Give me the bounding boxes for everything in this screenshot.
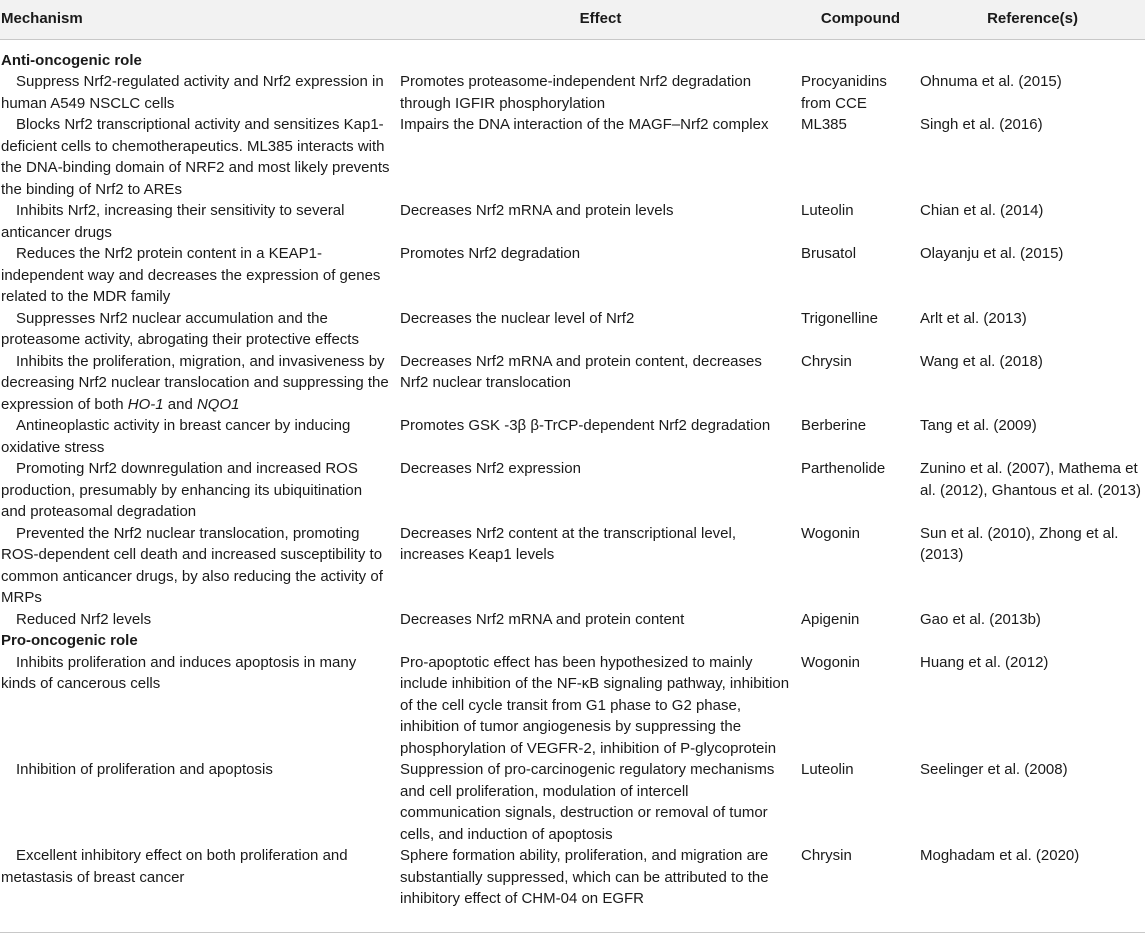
compound-cell: Berberine (801, 417, 867, 434)
compound-cell: ML385 (801, 116, 847, 133)
compound-cell: Brusatol (801, 245, 857, 262)
compound-cell: Luteolin (801, 202, 854, 219)
compound-cell: Trigonelline (801, 309, 878, 327)
effect-cell: Decreases the nuclear level of Nrf2 (400, 309, 635, 327)
effect-cell: Decreases Nrf2 mRNA and protein levels (400, 202, 674, 219)
table-row (0, 845, 1145, 915)
mechanism-cell: Reduces the Nrf2 protein content in a KEAP1-independent way and decreases the expression of genes related to the MDR family (1, 245, 381, 305)
reference-cell: Tang et al. (2009) (920, 417, 1037, 434)
mechanism-cell: Inhibits Nrf2, increasing their sensitivity to several anticancer drugs (1, 202, 345, 241)
reference-cell: Singh et al. (2016) (920, 116, 1043, 133)
mechanism-cell: Prevented the Nrf2 nuclear translocation, promoting ROS-dependent cell death and increased susceptibility to common anticancer drugs, by also reducing the activity of MRPs (1, 524, 383, 606)
reference-cell: Olayanju et al. (2015) (920, 245, 1064, 262)
section-title: Anti-oncogenic role (1, 51, 142, 69)
header-compound: Compound (801, 0, 920, 39)
compound-cell: Wogonin (801, 524, 860, 542)
effect-cell: Decreases Nrf2 expression (400, 460, 581, 477)
mechanism-cell: Inhibition of proliferation and apoptosis (16, 761, 273, 778)
compound-cell: Chrysin (801, 847, 852, 864)
mechanism-cell: Antineoplastic activity in breast cancer by inducing oxidative stress (1, 417, 351, 456)
table-row (0, 200, 1145, 243)
gene-name-nqo1: NQO1 (196, 395, 240, 413)
reference-cell: Wang et al. (2018) (920, 352, 1043, 370)
table-row (0, 71, 1145, 114)
reference-cell: Zunino et al. (2007), Mathema et al. (2012), Ghantous et al. (2013) (920, 460, 1141, 499)
effect-cell: Impairs the DNA interaction of the MAGF–Nrf2 complex (400, 116, 769, 133)
mechanism-cell: Inhibits proliferation and induces apoptosis in many kinds of cancerous cells (1, 653, 357, 692)
table-row (0, 609, 1145, 631)
effect-cell: Promotes proteasome-independent Nrf2 degradation through IGFIR phosphorylation (400, 73, 752, 112)
header-effect: Effect (400, 0, 801, 39)
section-title: Pro-oncogenic role (1, 632, 138, 649)
header-row (0, 0, 1145, 39)
table-row (0, 243, 1145, 308)
reference-cell: Huang et al. (2012) (920, 653, 1049, 671)
compound-cell: Apigenin (801, 610, 860, 628)
compound-cell: Wogonin (801, 653, 860, 671)
effect-cell: Promotes Nrf2 degradation (400, 245, 581, 262)
reference-cell: Chian et al. (2014) (920, 202, 1044, 219)
effect-cell: Decreases Nrf2 mRNA and protein content, decreases Nrf2 nuclear translocation (400, 352, 762, 391)
reference-cell: Gao et al. (2013b) (920, 610, 1041, 628)
mechanism-cell: Suppress Nrf2-regulated activity and Nrf2 expression in human A549 NSCLC cells (1, 73, 384, 112)
reference-cell: Seelinger et al. (2008) (920, 761, 1068, 778)
mechanism-cell (0, 351, 400, 416)
table-row (0, 351, 1145, 416)
mechanism-cell: Blocks Nrf2 transcriptional activity and sensitizes Kap1-deficient cells to chemotherapeutics. ML385 interacts with the DNA-binding domain of NRF2 and most likely prevents the binding of Nrf2 to AREs (1, 116, 390, 198)
table-row (0, 114, 1145, 200)
compound-cell: Chrysin (801, 352, 852, 370)
table-row (0, 523, 1145, 609)
effect-cell: Pro-apoptotic effect has been hypothesized to mainly include inhibition of the NF-κB signaling pathway, inhibition of the cell cycle transit from G1 phase to G2 phase, inhibition of tumor angiogenesis by suppressing the phosphorylation of VEGFR-2, inhibition of P-glycoprotein (400, 653, 790, 757)
mechanism-cell: Reduced Nrf2 levels (16, 610, 152, 628)
effect-cell: Suppression of pro-carcinogenic regulatory mechanisms and cell proliferation, modulation of intercell communication signals, destruction or removal of tumor cells, and induction of apoptosis (400, 761, 775, 843)
mechanism-text: Inhibits the proliferation, migration, and invasiveness by decreasing Nrf2 nuclear translocation and suppressing the expression of both (1, 352, 389, 413)
reference-cell: Ohnuma et al. (2015) (920, 73, 1062, 90)
compound-cell: Luteolin (801, 761, 854, 778)
reference-cell: Arlt et al. (2013) (920, 309, 1027, 327)
header-references: Reference(s) (920, 0, 1145, 39)
table-row (0, 308, 1145, 351)
section-row-anti-oncogenic (0, 39, 1145, 71)
table-row (0, 759, 1145, 845)
section-row-pro-oncogenic (0, 630, 1145, 652)
mechanism-join: and (163, 395, 197, 413)
effect-cell: Decreases Nrf2 content at the transcriptional level, increases Keap1 levels (400, 524, 736, 563)
effect-cell: Decreases Nrf2 mRNA and protein content (400, 610, 685, 628)
table-row (0, 652, 1145, 760)
table-row (0, 415, 1145, 458)
effect-cell: Promotes GSK -3β β-TrCP-dependent Nrf2 degradation (400, 417, 771, 434)
reference-cell: Moghadam et al. (2020) (920, 847, 1080, 864)
compound-cell: Procyanidins from CCE (801, 73, 887, 112)
mechanism-cell: Promoting Nrf2 downregulation and increased ROS production, presumably by enhancing its ubiquitination and proteasomal degradation (1, 460, 363, 520)
header-mechanism: Mechanism (0, 0, 400, 39)
mechanism-cell: Suppresses Nrf2 nuclear accumulation and the proteasome activity, abrogating their protective effects (1, 309, 359, 348)
bottom-rule (0, 932, 1145, 933)
gene-name-ho1: HO-1 (127, 395, 164, 413)
mechanism-cell: Excellent inhibitory effect on both proliferation and metastasis of breast cancer (1, 847, 348, 886)
reference-cell: Sun et al. (2010), Zhong et al. (2013) (920, 524, 1119, 563)
compound-cell: Parthenolide (801, 460, 886, 477)
effect-cell: Sphere formation ability, proliferation, and migration are substantially suppressed, which can be attributed to the inhibitory effect of CHM-04 on EGFR (400, 847, 769, 907)
table-row (0, 458, 1145, 523)
